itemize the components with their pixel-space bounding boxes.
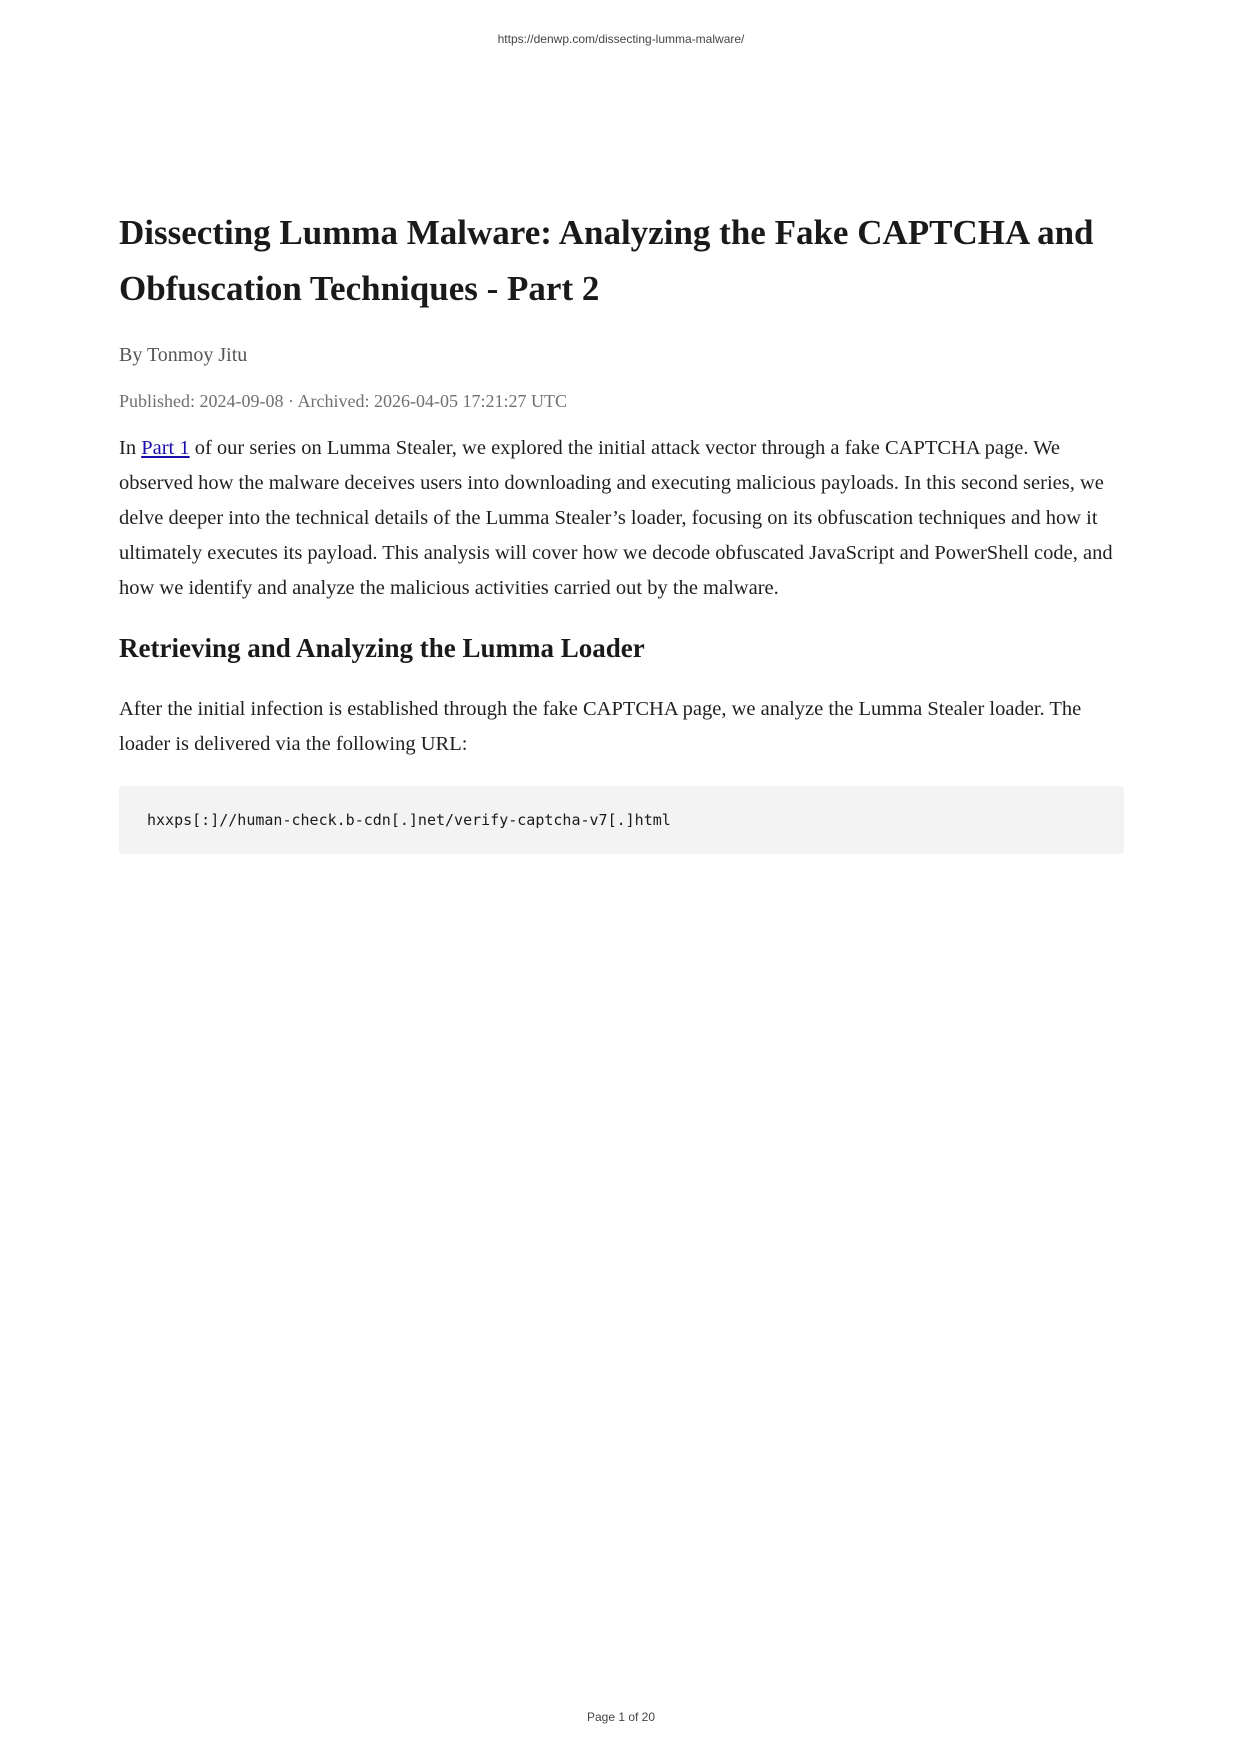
intro-text-start: In: [119, 437, 142, 459]
article-title: Dissecting Lumma Malware: Analyzing the Fake CAPTCHA and Obfuscation Techniques - Part 2: [119, 213, 1094, 308]
section-heading: Retrieving and Analyzing the Lumma Loader: [119, 633, 645, 663]
intro-text-rest: of our series on Lumma Stealer, we explored the initial attack vector through a fake CAPTCHA page. We observed how the malware deceives users into downloading and executing malicious payloads. In this second series, we delve deeper into the technical details of the Lumma Stealer’s loader, focusing on its obfuscation techniques and how it ultimately executes its payload. This analysis will cover how we decode obfuscated JavaScript and PowerShell code, and how we identify and analyze the malicious activities carried out by the malware.: [119, 437, 1113, 599]
article-byline: By Tonmoy Jitu: [119, 344, 248, 366]
intro-paragraph: [119, 431, 1124, 606]
code-block: [119, 786, 1124, 854]
code-url: hxxps[:]//human-check.b-cdn[.]net/verify-captcha-v7[.]html: [147, 811, 671, 829]
page-number: Page 1 of 20: [586, 1710, 656, 1724]
part-1-link[interactable]: Part 1: [141, 437, 190, 459]
page-url: https://denwp.com/dissecting-lumma-malware/: [497, 32, 745, 46]
loader-paragraph: After the initial infection is established through the fake CAPTCHA page, we analyze the Lumma Stealer loader. The loader is delivered via the following URL:: [119, 698, 1082, 755]
article-meta: Published: 2024-09-08 · Archived: 2026-04-05 17:21:27 UTC: [119, 391, 567, 411]
article: [119, 205, 1124, 854]
